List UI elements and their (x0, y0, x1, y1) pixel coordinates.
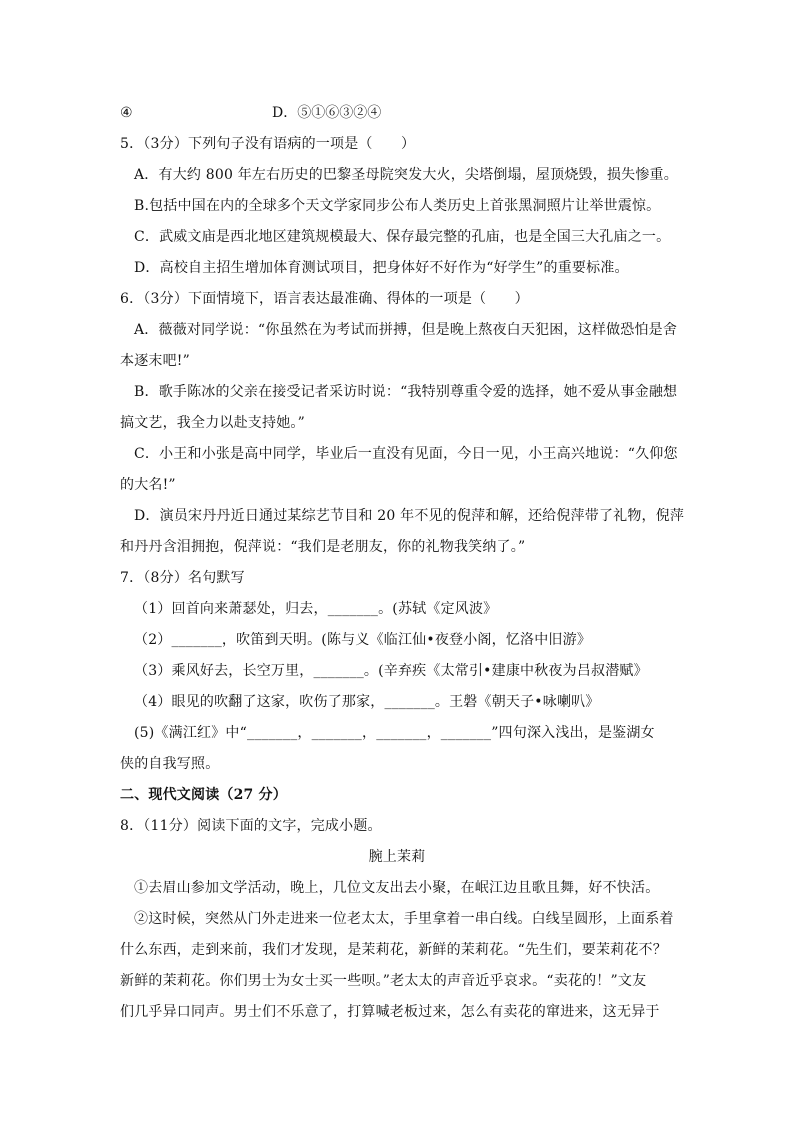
q6-option-b-line1: B．歌手陈冰的父亲在接受记者采访时说：“我特别尊重令爱的选择，她不爱从事金融想 (134, 384, 678, 400)
q4-option-tail: ④ (120, 105, 133, 121)
q6-option-c-line1: C．小王和小张是高中同学，毕业后一直没有见面，今日一见，小王高兴地说：“久仰您 (134, 446, 678, 462)
q7-item-4: （4）眼见的吹翻了这家，吹伤了那家，_______。王磐《朝天子•咏喇叭》 (134, 694, 600, 710)
q5-option-a: A．有大约 800 年左右历史的巴黎圣母院突发大火，尖塔倒塌，屋顶烧毁，损失惨重。 (134, 167, 678, 183)
q8-stem: 8．（11分）阅读下面的文字，完成小题。 (120, 818, 382, 834)
q7-item-3: （3）乘风好去，长空万里，_______。(辛弃疾《太常引•建康中秋夜为吕叔潜赋》 (134, 663, 648, 679)
q4-option-d: D．⑤①⑥③②④ (272, 105, 382, 121)
article-paragraph-2-line3: 新鲜的茉莉花。你们男士为女士买一些呗。”老太太的声音近乎哀求。“卖花的！”文友 (120, 973, 647, 989)
article-paragraph-2-line4: 们几乎异口同声。男士们不乐意了，打算喊老板过来，怎么有卖花的窜进来，这无异于 (120, 1004, 660, 1020)
q5-option-d: D．高校自主招生增加体育测试项目，把身体好不好作为“好学生”的重要标准。 (134, 260, 629, 276)
q7-item-5-line2: 侠的自我写照。 (120, 756, 220, 772)
section-title-modern-reading: 二、现代文阅读（27 分） (120, 787, 287, 803)
q5-stem: 5．（3分）下列句子没有语病的一项是（ ） (120, 136, 416, 152)
q7-item-1: （1）回首向来萧瑟处，归去，_______。(苏轼《定风波》 (134, 601, 498, 617)
article-paragraph-2-line2: 什么东西，走到来前，我们才发现，是茉莉花，新鲜的茉莉花。“先生们，要茉莉花不？ (120, 942, 667, 958)
q6-option-a-line2: 本逐末吧!” (120, 353, 190, 369)
q7-item-5-line1: (5)《满江红》中“_______，_______，_______，_______”四句深入浅出，是鉴湖女 (134, 725, 655, 741)
q6-option-c-line2: 的大名!” (120, 477, 176, 493)
q7-stem: 7．（8分）名句默写 (120, 570, 245, 586)
q6-option-a-line1: A．薇薇对同学说：“你虽然在为考试而拼搏，但是晚上熬夜白天犯困，这样做恐怕是舍 (134, 322, 678, 338)
q6-option-d-line2: 和丹丹含泪拥抱，倪萍说：“我们是老朋友，你的礼物我笑纳了。” (120, 539, 526, 555)
q5-option-c: C．武威文庙是西北地区建筑规模最大、保存最完整的孔庙，也是全国三大孔庙之一。 (134, 229, 671, 245)
q6-option-d-line1: D．演员宋丹丹近日通过某综艺节目和 20 年不见的倪萍和解，还给倪萍带了礼物，倪萍 (134, 508, 685, 524)
article-paragraph-1: ①去眉山参加文学活动，晚上，几位文友出去小聚，在岷江边且歌且舞，好不快活。 (134, 880, 660, 896)
q6-stem: 6．（3分）下面情境下，语言表达最准确、得体的一项是（ ） (120, 291, 529, 307)
article-title: 腕上茉莉 (368, 849, 426, 865)
article-paragraph-2-line1: ②这时候，突然从门外走进来一位老太太，手里拿着一串白线。白线呈圆形，上面系着 (134, 911, 674, 927)
q7-item-2: （2）_______，吹笛到天明。(陈与义《临江仙•夜登小阁，忆洛中旧游》 (134, 632, 592, 648)
q5-option-b: B.包括中国在内的全球多个天文学家同步公布人类历史上首张黑洞照片让举世震惊。 (134, 198, 661, 214)
q6-option-b-line2: 搞文艺，我全力以赴支持她。” (120, 415, 305, 431)
